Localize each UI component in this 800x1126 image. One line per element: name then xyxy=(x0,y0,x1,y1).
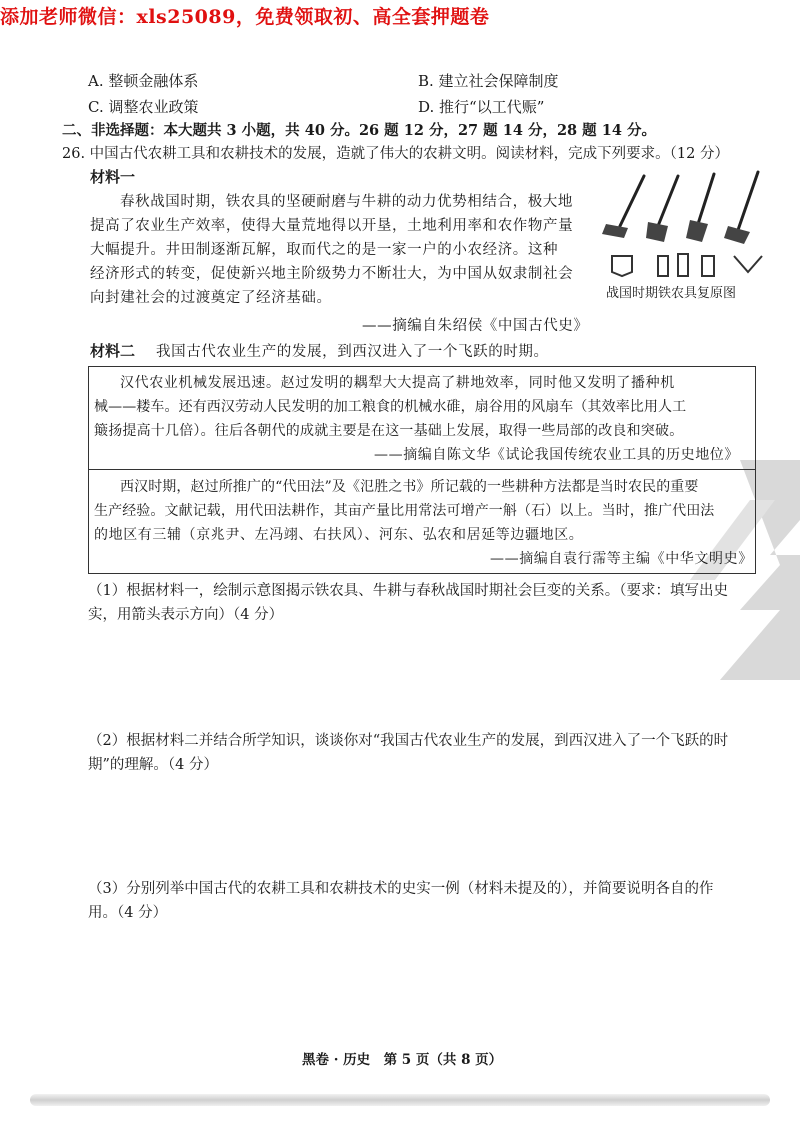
option-d: D. 推行“以工代赈” xyxy=(418,98,545,116)
box2-line: 西汉时期，赵过所推广的“代田法”及《氾胜之书》所记载的一些耕种方法都是当时农民的重要 xyxy=(120,479,699,495)
material1-line: 大幅提升。井田制逐渐瓦解，取而代之的是一家一户的小农经济。这种 xyxy=(90,242,559,258)
material1-label: 材料一 xyxy=(90,168,136,186)
material2-label: 材料二 xyxy=(90,342,136,360)
sub-question-2: （2）根据材料二并结合所学知识，谈谈你对“我国古代农业生产的发展，到西汉进入了一个飞跃的时 xyxy=(88,733,729,749)
material1-line: 向封建社会的过渡奠定了经济基础。 xyxy=(90,290,332,306)
sub-question-1-cont: 实，用箭头表示方向）（4 分） xyxy=(88,607,284,623)
sub-question-3-cont: 用。（4 分） xyxy=(88,905,168,921)
box2-line: 的地区有三辅（京兆尹、左冯翊、右扶风）、河东、弘农和居延等边疆地区。 xyxy=(94,527,584,543)
image-caption: 战国时期铁农具复原图 xyxy=(606,286,737,301)
material1-line: 经济形式的转变，促使新兴地主阶级势力不断壮大，为中国从奴隶制社会 xyxy=(90,266,574,282)
option-b: B. 建立社会保障制度 xyxy=(418,72,559,90)
ad-banner: 添加老师微信：xls25089，免费领取初、高全套押题卷 xyxy=(0,6,490,28)
option-a: A. 整顿金融体系 xyxy=(88,72,199,90)
option-c: C. 调整农业政策 xyxy=(88,98,199,116)
sub-question-3: （3）分别列举中国古代的农耕工具和农耕技术的史实一例（材料未提及的），并简要说明各自的作 xyxy=(88,881,714,897)
sub-question-2-cont: 期”的理解。（4 分） xyxy=(88,757,218,773)
box1-line: 簸扬提高十几倍）。往后各朝代的成就主要是在这一基础上发展，取得一些局部的改良和突破。 xyxy=(94,423,684,439)
material1-line: 春秋战国时期，铁农具的坚硬耐磨与牛耕的动力优势相结合，极大地 xyxy=(120,194,573,210)
box1-source: ——摘编自陈文华《试论我国传统农业工具的历史地位》 xyxy=(374,447,739,463)
scan-edge-bar xyxy=(30,1094,770,1106)
material1-line: 提高了农业生产效率，使得大量荒地得以开垦，土地利用率和农作物产量 xyxy=(90,218,574,234)
material1-source: ——摘编自朱绍侯《中国古代史》 xyxy=(362,318,589,334)
box2-line: 生产经验。文献记载，用代田法耕作，其亩产量比用常法可增产一斛（石）以上。当时，推广代田法 xyxy=(94,503,715,519)
box-divider xyxy=(89,469,755,470)
box1-line: 汉代农业机械发展迅速。赵过发明的耦犁大大提高了耕地效率，同时他又发明了播种机 xyxy=(120,375,675,391)
box2-source: ——摘编自袁行霈等主编《中华文明史》 xyxy=(490,551,753,567)
material2-intro: 我国古代农业生产的发展，到西汉进入了一个飞跃的时期。 xyxy=(156,344,549,360)
page-footer: 黑卷 · 历史 第 5 页（共 8 页） xyxy=(302,1052,503,1068)
iron-tools-image xyxy=(598,168,778,286)
box1-line: 械——耧车。还有西汉劳动人民发明的加工粮食的机械水碓，扇谷用的风扇车（其效率比用人工 xyxy=(94,399,687,415)
sub-question-1: （1）根据材料一，绘制示意图揭示铁农具、牛耕与春秋战国时期社会巨变的关系。（要求：填写出史 xyxy=(88,583,728,599)
q26-stem: 26. 中国古代农耕工具和农耕技术的发展，造就了伟大的农耕文明。阅读材料，完成下列要求。（12 分） xyxy=(62,146,729,162)
section-heading: 二、非选择题：本大题共 3 小题，共 40 分。26 题 12 分，27 题 14 分，28 题 14 分。 xyxy=(62,122,656,139)
